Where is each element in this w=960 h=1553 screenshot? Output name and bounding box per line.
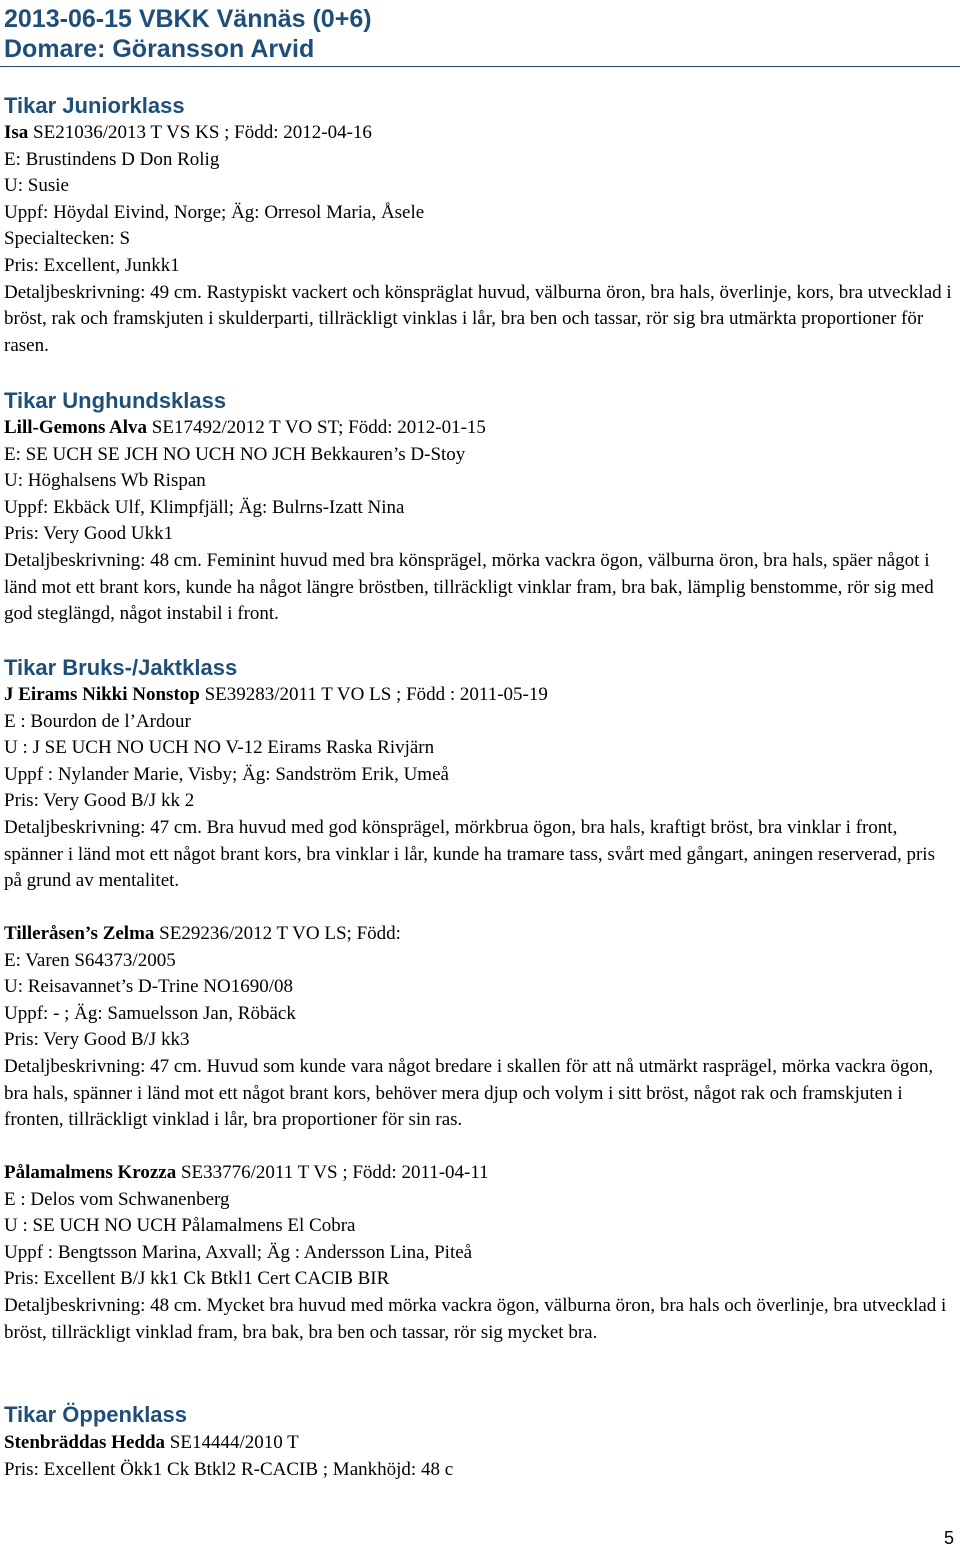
section-title-unghundsklass: Tikar Unghundsklass xyxy=(4,388,227,413)
header-rule xyxy=(0,66,960,67)
dog-registration: SE21036/2013 T VS KS ; Född: 2012-04-16 xyxy=(28,122,372,143)
dog-sire: E : Delos vom Schwanenberg xyxy=(4,1188,230,1210)
dog-name: Pålamalmens Krozza xyxy=(4,1162,177,1183)
section-title-juniorklass: Tikar Juniorklass xyxy=(4,93,185,118)
section-title-bruks-jaktklass: Tikar Bruks-/Jaktklass xyxy=(4,655,238,680)
dog-award: Pris: Excellent B/J kk1 Ck Btkl1 Cert CACIB BIR xyxy=(4,1268,390,1290)
dog-breeder-owner: Uppf : Nylander Marie, Visby; Äg: Sandström Erik, Umeå xyxy=(4,763,449,785)
dog-sire: E: SE UCH SE JCH NO UCH NO JCH Bekkauren’s D-Stoy xyxy=(4,443,466,465)
page-number: 5 xyxy=(943,1528,954,1548)
dog-sire: E: Brustindens D Don Rolig xyxy=(4,148,220,170)
dog-description: Detaljbeskrivning: 49 cm. Rastypiskt vackert och könspräglat huvud, välburna öron, bra hals, överlinje, kors, bra utvecklad i bröst, rak och framskjuten i skulderparti, tillräckligt vinklas i lår, bra ben och tassar, rör sig bra utmärkta proportioner för rasen. xyxy=(4,281,952,356)
dog-registration: SE39283/2011 T VO LS ; Född : 2011-05-19 xyxy=(199,684,548,705)
dog-award: Pris: Excellent Ökk1 Ck Btkl2 R-CACIB ; Mankhöjd: 48 c xyxy=(4,1458,454,1480)
dog-entry-isa xyxy=(4,120,956,359)
dog-description: Detaljbeskrivning: 48 cm. Feminint huvud med bra könsprägel, mörka vackra ögon, välburna öron, bra hals, späer något i länd mot ett brant kors, kunde ha något längre bröstben, tillräckligt vinklar fram, bra bak, lämplig benstomme, rör sig med god steglängd, något instabil i front. xyxy=(4,549,934,625)
event-title: 2013-06-15 VBKK Vännäs (0+6) xyxy=(4,5,372,33)
dog-registration: SE17492/2012 T VO ST; Född: 2012-01-15 xyxy=(147,417,486,438)
dog-dam: U: Reisavannet’s D-Trine NO1690/08 xyxy=(4,976,294,998)
dog-registration: SE29236/2012 T VO LS; Född: xyxy=(154,923,401,944)
dog-breeder-owner: Uppf: - ; Äg: Samuelsson Jan, Röbäck xyxy=(4,1002,296,1024)
dog-breeder-owner: Uppf: Höydal Eivind, Norge; Äg: Orresol Maria, Åsele xyxy=(4,201,425,223)
dog-award: Pris: Excellent, Junkk1 xyxy=(4,254,180,276)
dog-entry-tillerasens-zelma xyxy=(4,921,956,1134)
dog-description: Detaljbeskrivning: 48 cm. Mycket bra huvud med mörka vackra ögon, välburna öron, bra hals och överlinje, bra utvecklad i bröst, tillräckligt vinklad fram, bra bak, bra ben och tassar, rör sig mycket bra. xyxy=(4,1294,947,1343)
dog-sire: E: Varen S64373/2005 xyxy=(4,949,176,971)
dog-breeder-owner: Uppf: Ekbäck Ulf, Klimpfjäll; Äg: Bulrns-Izatt Nina xyxy=(4,496,405,518)
dog-name: Isa xyxy=(4,122,29,143)
dog-dam: U: Höghalsens Wb Rispan xyxy=(4,470,206,492)
dog-sire: E : Bourdon de l’Ardour xyxy=(4,710,191,732)
dog-dam: U: Susie xyxy=(4,175,69,197)
dog-award: Pris: Very Good B/J kk3 xyxy=(4,1029,190,1051)
section-title-oppenklass: Tikar Öppenklass xyxy=(4,1402,188,1427)
dog-name: Tilleråsen’s Zelma xyxy=(4,923,155,944)
dog-name: Lill-Gemons Alva xyxy=(4,417,148,438)
dog-award: Pris: Very Good Ukk1 xyxy=(4,523,174,545)
dog-entry-j-eirams-nikki-nonstop xyxy=(4,682,956,895)
dog-entry-lill-gemons-alva xyxy=(4,415,956,628)
dog-registration: SE33776/2011 T VS ; Född: 2011-04-11 xyxy=(176,1162,489,1183)
dog-entry-palamalmens-krozza xyxy=(4,1160,956,1346)
dog-name: Stenbräddas Hedda xyxy=(4,1432,166,1453)
dog-special-mark: Specialtecken: S xyxy=(4,228,131,250)
dog-dam: U : SE UCH NO UCH Pålamalmens El Cobra xyxy=(4,1215,356,1237)
dog-description: Detaljbeskrivning: 47 cm. Huvud som kunde vara något bredare i skallen för att nå utmärkt rasprägel, mörka vackra ögon, bra hals, spänner i länd mot ett något brant kors, behöver mera djup och volym i sitt bröst, något rak och framskjuten i fronten, tillräckligt vinklad i lår, bra proportioner för sin ras. xyxy=(4,1055,934,1131)
dog-description: Detaljbeskrivning: 47 cm. Bra huvud med god könsprägel, mörkbrua ögon, bra hals, kraftigt bröst, bra vinklar i front, spänner i länd mot ett något brant kors, bra vinklar i lår, kunde ha tramare tass, svårt med gångart, aningen reserverad, pris på grund av mentalitet. xyxy=(4,816,935,892)
dog-registration: SE14444/2010 T xyxy=(165,1432,299,1453)
dog-award: Pris: Very Good B/J kk 2 xyxy=(4,790,195,812)
dog-name: J Eirams Nikki Nonstop xyxy=(4,684,200,705)
judge-title: Domare: Göransson Arvid xyxy=(4,35,315,63)
dog-entry-stenbraddas-hedda xyxy=(4,1430,956,1483)
dog-breeder-owner: Uppf : Bengtsson Marina, Axvall; Äg : Andersson Lina, Piteå xyxy=(4,1241,473,1263)
dog-dam: U : J SE UCH NO UCH NO V-12 Eirams Raska Rivjärn xyxy=(4,737,435,759)
